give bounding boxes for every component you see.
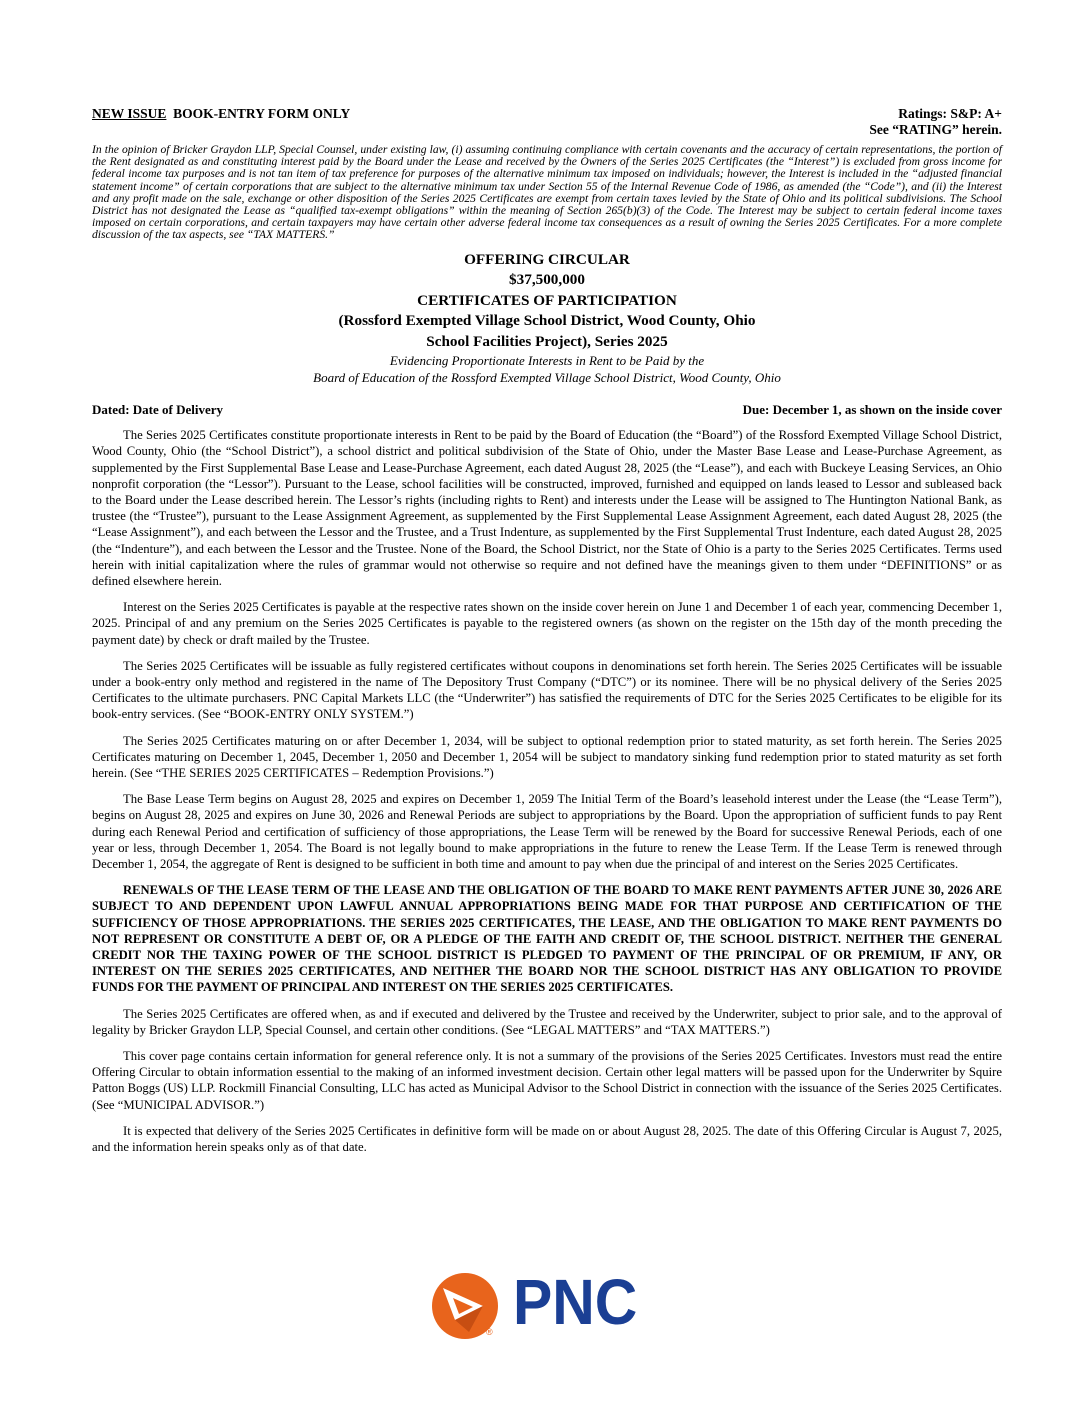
pnc-logo	[429, 1266, 661, 1342]
title-offering-circular: OFFERING CIRCULAR	[464, 250, 630, 268]
paragraph-interest: Interest on the Series 2025 Certificates is payable at the respective rates shown on the inside cover herein on June 1 and December 1 of each year, commencing December 1, 2025. Principal of and any premium on the Series 2025 Certificates is payable to the registered owners (as shown on the register on the 15th day of the month preceding the payment date) by check or draft mailed by the Trustee.	[92, 600, 1002, 647]
paragraph-registration: The Series 2025 Certificates will be issuable as fully registered certificates without coupons in denominations set forth herein. The Series 2025 Certificates will be issuable under a book-entry only method and registered in the name of The Depository Trust Company (“DTC”) or its nominee. There will be no physical delivery of the Series 2025 Certificates to the ultimate purchasers. PNC Capital Markets LLC (the “Underwriter”) has satisfied the requirements of DTC for the Series 2025 Certificates to be eligible for its book-entry services. (See “BOOK-ENTRY ONLY SYSTEM.”)	[92, 658, 1002, 722]
paragraph-renewals-disclaimer: RENEWALS OF THE LEASE TERM OF THE LEASE AND THE OBLIGATION OF THE BOARD TO MAKE RENT PAYMENTS AFTER JUNE 30, 2026 ARE SUBJECT TO AND DEPENDENT UPON LAWFUL ANNUAL APPROPRIATIONS BEING MADE FOR THAT PURPOSE AND CERTIFICATION OF THE SUFFICIENCY OF THOSE APPROPRIATIONS. THE SERIES 2025 CERTIFICATES, THE LEASE, AND THE OBLIGATION TO MAKE RENT PAYMENTS DO NOT REPRESENT OR CONSTITUTE A DEBT OF, OR A PLEDGE OF THE FAITH AND CREDIT OF, THE SCHOOL DISTRICT. NEITHER THE GENERAL CREDIT NOR THE TAXING POWER OF THE SCHOOL DISTRICT IS PLEDGED TO PAYMENT OF THE PRINCIPAL OF OR PREMIUM, IF ANY, OR INTEREST ON THE SERIES 2025 CERTIFICATES, AND NEITHER THE BOARD NOR THE SCHOOL DISTRICT HAS ANY OBLIGATION TO PROVIDE FUNDS FOR THE PAYMENT OF PRINCIPAL AND INTEREST ON THE SERIES 2025 CERTIFICATES.	[92, 883, 1002, 995]
new-issue-label: NEW ISSUE	[92, 106, 167, 121]
title-district: (Rossford Exempted Village School District, Wood County, Ohio	[338, 312, 756, 330]
ratings-text: Ratings: S&P: A+	[898, 106, 1002, 121]
paragraph-redemption: The Series 2025 Certificates maturing on or after December 1, 2034, will be subject to optional redemption prior to stated maturity, as set forth herein. The Series 2025 Certificates maturing on December 1, 2045, December 1, 2050 and December 1, 2054 will be subject to mandatory sinking fund redemption prior to stated maturity as set forth herein. (See “THE SERIES 2025 CERTIFICATES – Redemption Provisions.”)	[92, 733, 1002, 780]
subtitle-evidencing: Evidencing Proportionate Interests in Rent to be Paid by the	[389, 353, 705, 369]
title-certificates: CERTIFICATES OF PARTICIPATION	[417, 291, 677, 309]
paragraph-certificates: The Series 2025 Certificates constitute proportionate interests in Rent to be paid by the Board of Education (the “Board”) of the Rossford Exempted Village School District, Wood County, Ohio (the “School District”), a school district and political subdivision of the State of Ohio, under the Master Base Lease and Lease-Purchase Agreement, as supplemented by the First Supplemental Base Lease and Lease-Purchase Agreement, each dated August 28, 2025 (the “Lease”), and each with Buckeye Leasing Services, an Ohio nonprofit corporation (the “Lessor”). Pursuant to the Lease, school facilities will be constructed, improved, furnished and equipped on lands leased to Lessor and subleased back to the Board under the Lease described herein. The Lessor’s rights (including rights to Rent) and interests under the Lease will be assigned to The Huntington National Bank, as trustee (the “Trustee”), pursuant to the Lease Assignment Agreement, as supplemented by the First Supplemental Lease Assignment Agreement, each dated August 28, 2025 (the “Lease Assignment”), and each between the Lessor and the Trustee, and a Trust Indenture, as supplemented by the First Supplemental Trust Indenture, each dated August 28, 2025 (the “Indenture”), and each between the Lessor and the Trustee. None of the Board, the School District, nor the State of Ohio is a party to the Series 2025 Certificates. Terms used herein with initial capitalization where the rules of grammar would not otherwise so require and not defined have the meanings given to them under “DEFINITIONS” or as defined elsewhere herein.	[92, 428, 1002, 588]
registered-mark: ®	[486, 1327, 493, 1337]
dated-due-row	[92, 402, 1002, 418]
title-amount: $37,500,000	[509, 271, 585, 289]
see-rating-text: See “RATING” herein.	[869, 122, 1002, 137]
paragraph-offering: The Series 2025 Certificates are offered when, as and if executed and delivered by the Trustee and received by the Underwriter, subject to prior sale, and to the approval of legality by Bricker Graydon LLP, Special Counsel, and certain other conditions. (See “LEGAL MATTERS” and “TAX MATTERS.”)	[92, 1006, 1002, 1037]
paragraph-lease-term: The Base Lease Term begins on August 28, 2025 and expires on December 1, 2059 The Initial Term of the Board’s leasehold interest under the Lease (the “Lease Term”), begins on August 28, 2025 and expires on June 30, 2026 and Renewal Periods are subject to appropriations by the Board. Upon the appropriation of sufficient funds to pay Rent during each Renewal Period and certification of sufficiency of those appropriations, the Lease Term will be renewed by the Board for successive Renewal Periods, each of one year or less, through December 1, 2054. The Board is not legally bound to make appropriations in the future to renew the Lease Term. If the Lease Term is renewed through December 1, 2054, the aggregate of Rent is designed to be sufficient in both time and amount to pay when due the principal of and interest on the Series 2025 Certificates.	[92, 792, 1002, 871]
header-row	[92, 106, 1002, 138]
ratings-block	[869, 106, 1002, 138]
paragraph-delivery: It is expected that delivery of the Series 2025 Certificates in definitive form will be made on or about August 28, 2025. The date of this Offering Circular is August 7, 2025, and the information herein speaks only as of that date.	[92, 1123, 1002, 1155]
due-text: Due: December 1, as shown on the inside cover	[742, 402, 1002, 418]
issue-label	[92, 106, 350, 138]
paragraph-cover-page: This cover page contains certain information for general reference only. It is not a summary of the provisions of the Series 2025 Certificates. Investors must read the entire Offering Circular to obtain information essential to the making of an informed investment decision. Certain other legal matters will be passed upon for the Underwriter by Squire Patton Boggs (US) LLP. Rockmill Financial Consulting, LLC has acted as Municipal Advisor to the School District in connection with the issuance of the Series 2025 Certificates. (See “MUNICIPAL ADVISOR.”)	[92, 1049, 1002, 1112]
title-project: School Facilities Project), Series 2025	[426, 332, 668, 350]
title-block	[92, 250, 1002, 387]
subtitle-board: Board of Education of the Rossford Exempted Village School District, Wood County, Ohio	[313, 370, 781, 386]
dated-text: Dated: Date of Delivery	[92, 402, 224, 418]
pnc-wordmark: PNC	[513, 1266, 638, 1338]
document-page	[92, 106, 1002, 1155]
book-entry-label: BOOK-ENTRY FORM ONLY	[173, 106, 351, 121]
tax-opinion-paragraph: In the opinion of Bricker Graydon LLP, Special Counsel, under existing law, (i) assuming continuing compliance with certain covenants and the accuracy of certain representations, the portion of the Rent designated as and constituting interest paid by the Board under the Lease and received by the Owners of the Series 2025 Certificates (the “Interest”) is excluded from gross income for federal income tax purposes and is not tan item of tax preference for purposes of the alternative minimum tax imposed on individuals; however, the Interest is included in the “adjusted financial statement income” of certain corporations that are subject to the alternative minimum tax under Section 55 of the Internal Revenue Code of 1986, as amended (the “Code”), and (ii) the Interest and any profit made on the sale, exchange or other disposition of the Series 2025 Certificates are exempt from certain taxes levied by the State of Ohio and its political subdivisions. The School District has not designated the Lease as “qualified tax-exempt obligations” within the meaning of Section 265(b)(3) of the Code. The Interest may be subject to certain federal income taxes imposed on certain corporations, and certain taxpayers may have certain other adverse federal income tax consequences as a result of owning the Series 2025 Certificates. For a more complete discussion of the tax aspects, see “TAX MATTERS.”	[92, 143, 1002, 242]
